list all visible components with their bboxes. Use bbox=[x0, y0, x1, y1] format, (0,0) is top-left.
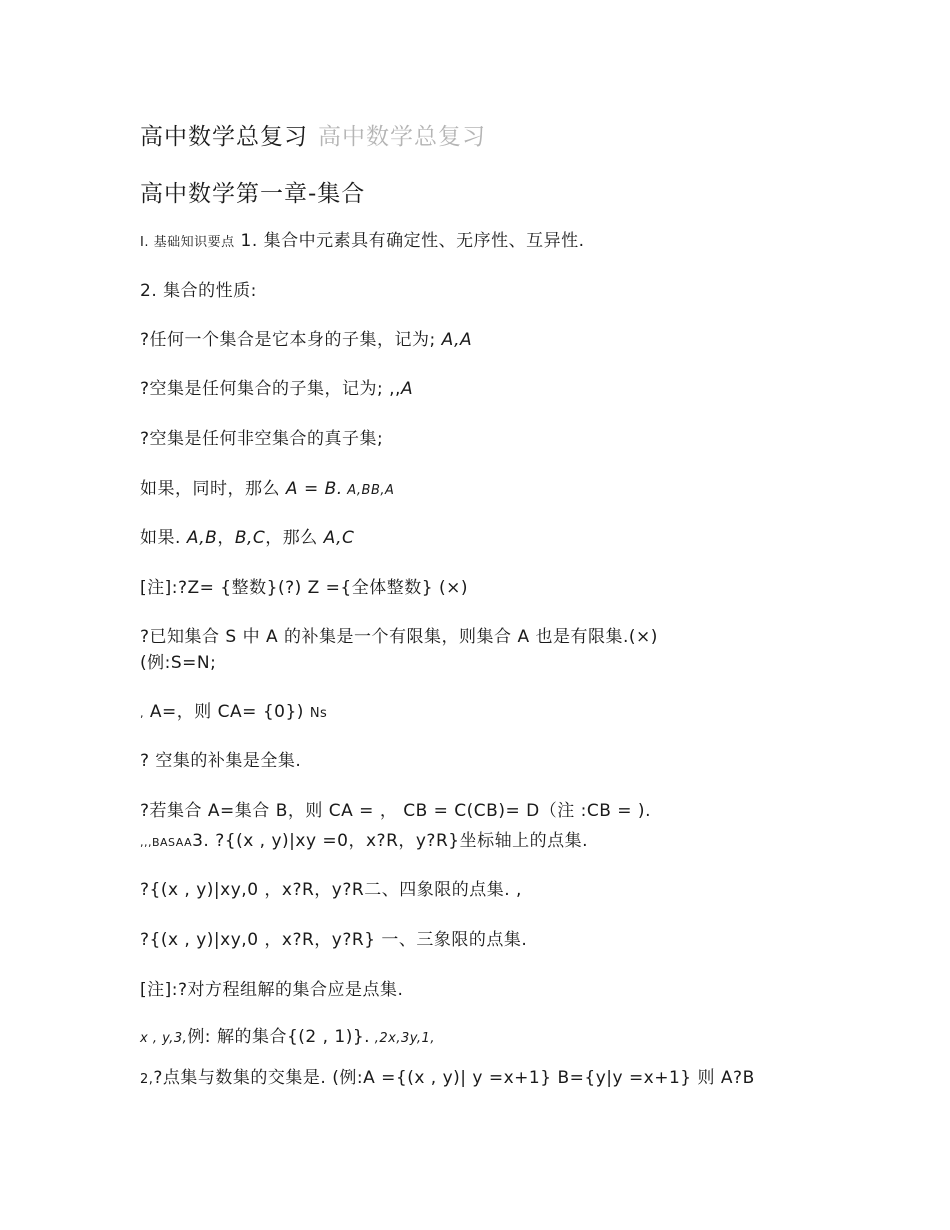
line-axis-points-text: 3. ?{(x , y)|xy =0，x?R，y?R}坐标轴上的点集. bbox=[192, 831, 588, 851]
line-equality-small: A,BB,A bbox=[342, 483, 395, 498]
line-note-integers: [注]:?Z= {整数}(?) Z ={全体整数} (×) bbox=[140, 578, 468, 598]
line-axis-points bbox=[140, 830, 588, 854]
line-example-result bbox=[140, 701, 327, 725]
line-example-result-small: , bbox=[140, 707, 144, 720]
line-example-start: (例:S=N; bbox=[140, 653, 217, 673]
line-intersection bbox=[140, 1067, 755, 1091]
line-equality-math: A = B. bbox=[285, 479, 343, 499]
line-example-result-sub: Ns bbox=[309, 706, 328, 721]
line-empty-subset-math: A bbox=[400, 379, 414, 399]
line-transitivity-mid: ， bbox=[217, 528, 235, 548]
line-quadrant-2-4: ?{(x , y)|xy,0 ，x?R，y?R二、四象限的点集. , bbox=[140, 880, 522, 900]
line-transitivity-math1: A,B bbox=[186, 528, 218, 548]
line-transitivity-end: ，那么 bbox=[265, 528, 324, 548]
chapter-title: 高中数学第一章-集合 bbox=[140, 181, 366, 207]
line-transitivity-math3: A,C bbox=[323, 528, 355, 548]
line-empty-proper-subset: ?空集是任何非空集合的真子集; bbox=[140, 429, 384, 449]
line-intersection-small: 2, bbox=[140, 1072, 154, 1087]
line-subset-self-text: ?任何一个集合是它本身的子集，记为; bbox=[140, 330, 442, 350]
line-empty-subset-text: ?空集是任何集合的子集，记为; ,, bbox=[140, 379, 401, 399]
line-complement-finite: ?已知集合 S 中 A 的补集是一个有限集，则集合 A 也是有限集.(×) bbox=[140, 627, 658, 647]
line-set-properties: 2. 集合的性质: bbox=[140, 281, 257, 301]
line-solution-example-small2: ,2x,3y,1, bbox=[370, 1031, 435, 1046]
line-transitivity-math2: B,C bbox=[234, 528, 266, 548]
line-quadrant-1-3: ?{(x , y)|xy,0 ，x?R，y?R} 一、三象限的点集. bbox=[140, 930, 528, 950]
title-main: 高中数学总复习 bbox=[140, 124, 308, 150]
line-empty-subset bbox=[140, 378, 413, 400]
line-basics-text: 1. 集合中元素具有确定性、无序性、互异性. bbox=[234, 231, 585, 251]
line-empty-complement: ? 空集的补集是全集. bbox=[140, 751, 302, 771]
line-equality-text: 如果，同时，那么 bbox=[140, 479, 286, 499]
line-solution-example-small1: x , y,3, bbox=[140, 1031, 188, 1046]
line-example-result-text: A=，则 CA= {0}) bbox=[144, 702, 310, 722]
line-transitivity-text: 如果. bbox=[140, 528, 187, 548]
line-basics-prefix: I. 基础知识要点 bbox=[140, 235, 235, 250]
line-equality bbox=[140, 478, 394, 502]
line-solution-example-text: 例: 解的集合{(2 , 1)}. bbox=[187, 1027, 371, 1047]
line-set-equal-complement: ?若集合 A=集合 B，则 CA = ， CB = C(CB)= D（注 :CB = ). bbox=[140, 801, 651, 821]
line-solution-example bbox=[140, 1026, 435, 1050]
line-subset-self-math: A,A bbox=[441, 330, 473, 350]
line-transitivity bbox=[140, 527, 354, 549]
line-note-point-set: [注]:?对方程组解的集合应是点集. bbox=[140, 980, 404, 1000]
title-ghost: 高中数学总复习 bbox=[318, 124, 486, 150]
line-basics bbox=[140, 230, 585, 254]
line-intersection-text: ?点集与数集的交集是. (例:A ={(x , y)| y =x+1} B={y|y =x+1} 则 A?B bbox=[153, 1068, 755, 1088]
line-axis-points-small: ,,,BASAA bbox=[140, 836, 193, 849]
page-title bbox=[140, 122, 486, 152]
line-subset-self bbox=[140, 329, 472, 351]
